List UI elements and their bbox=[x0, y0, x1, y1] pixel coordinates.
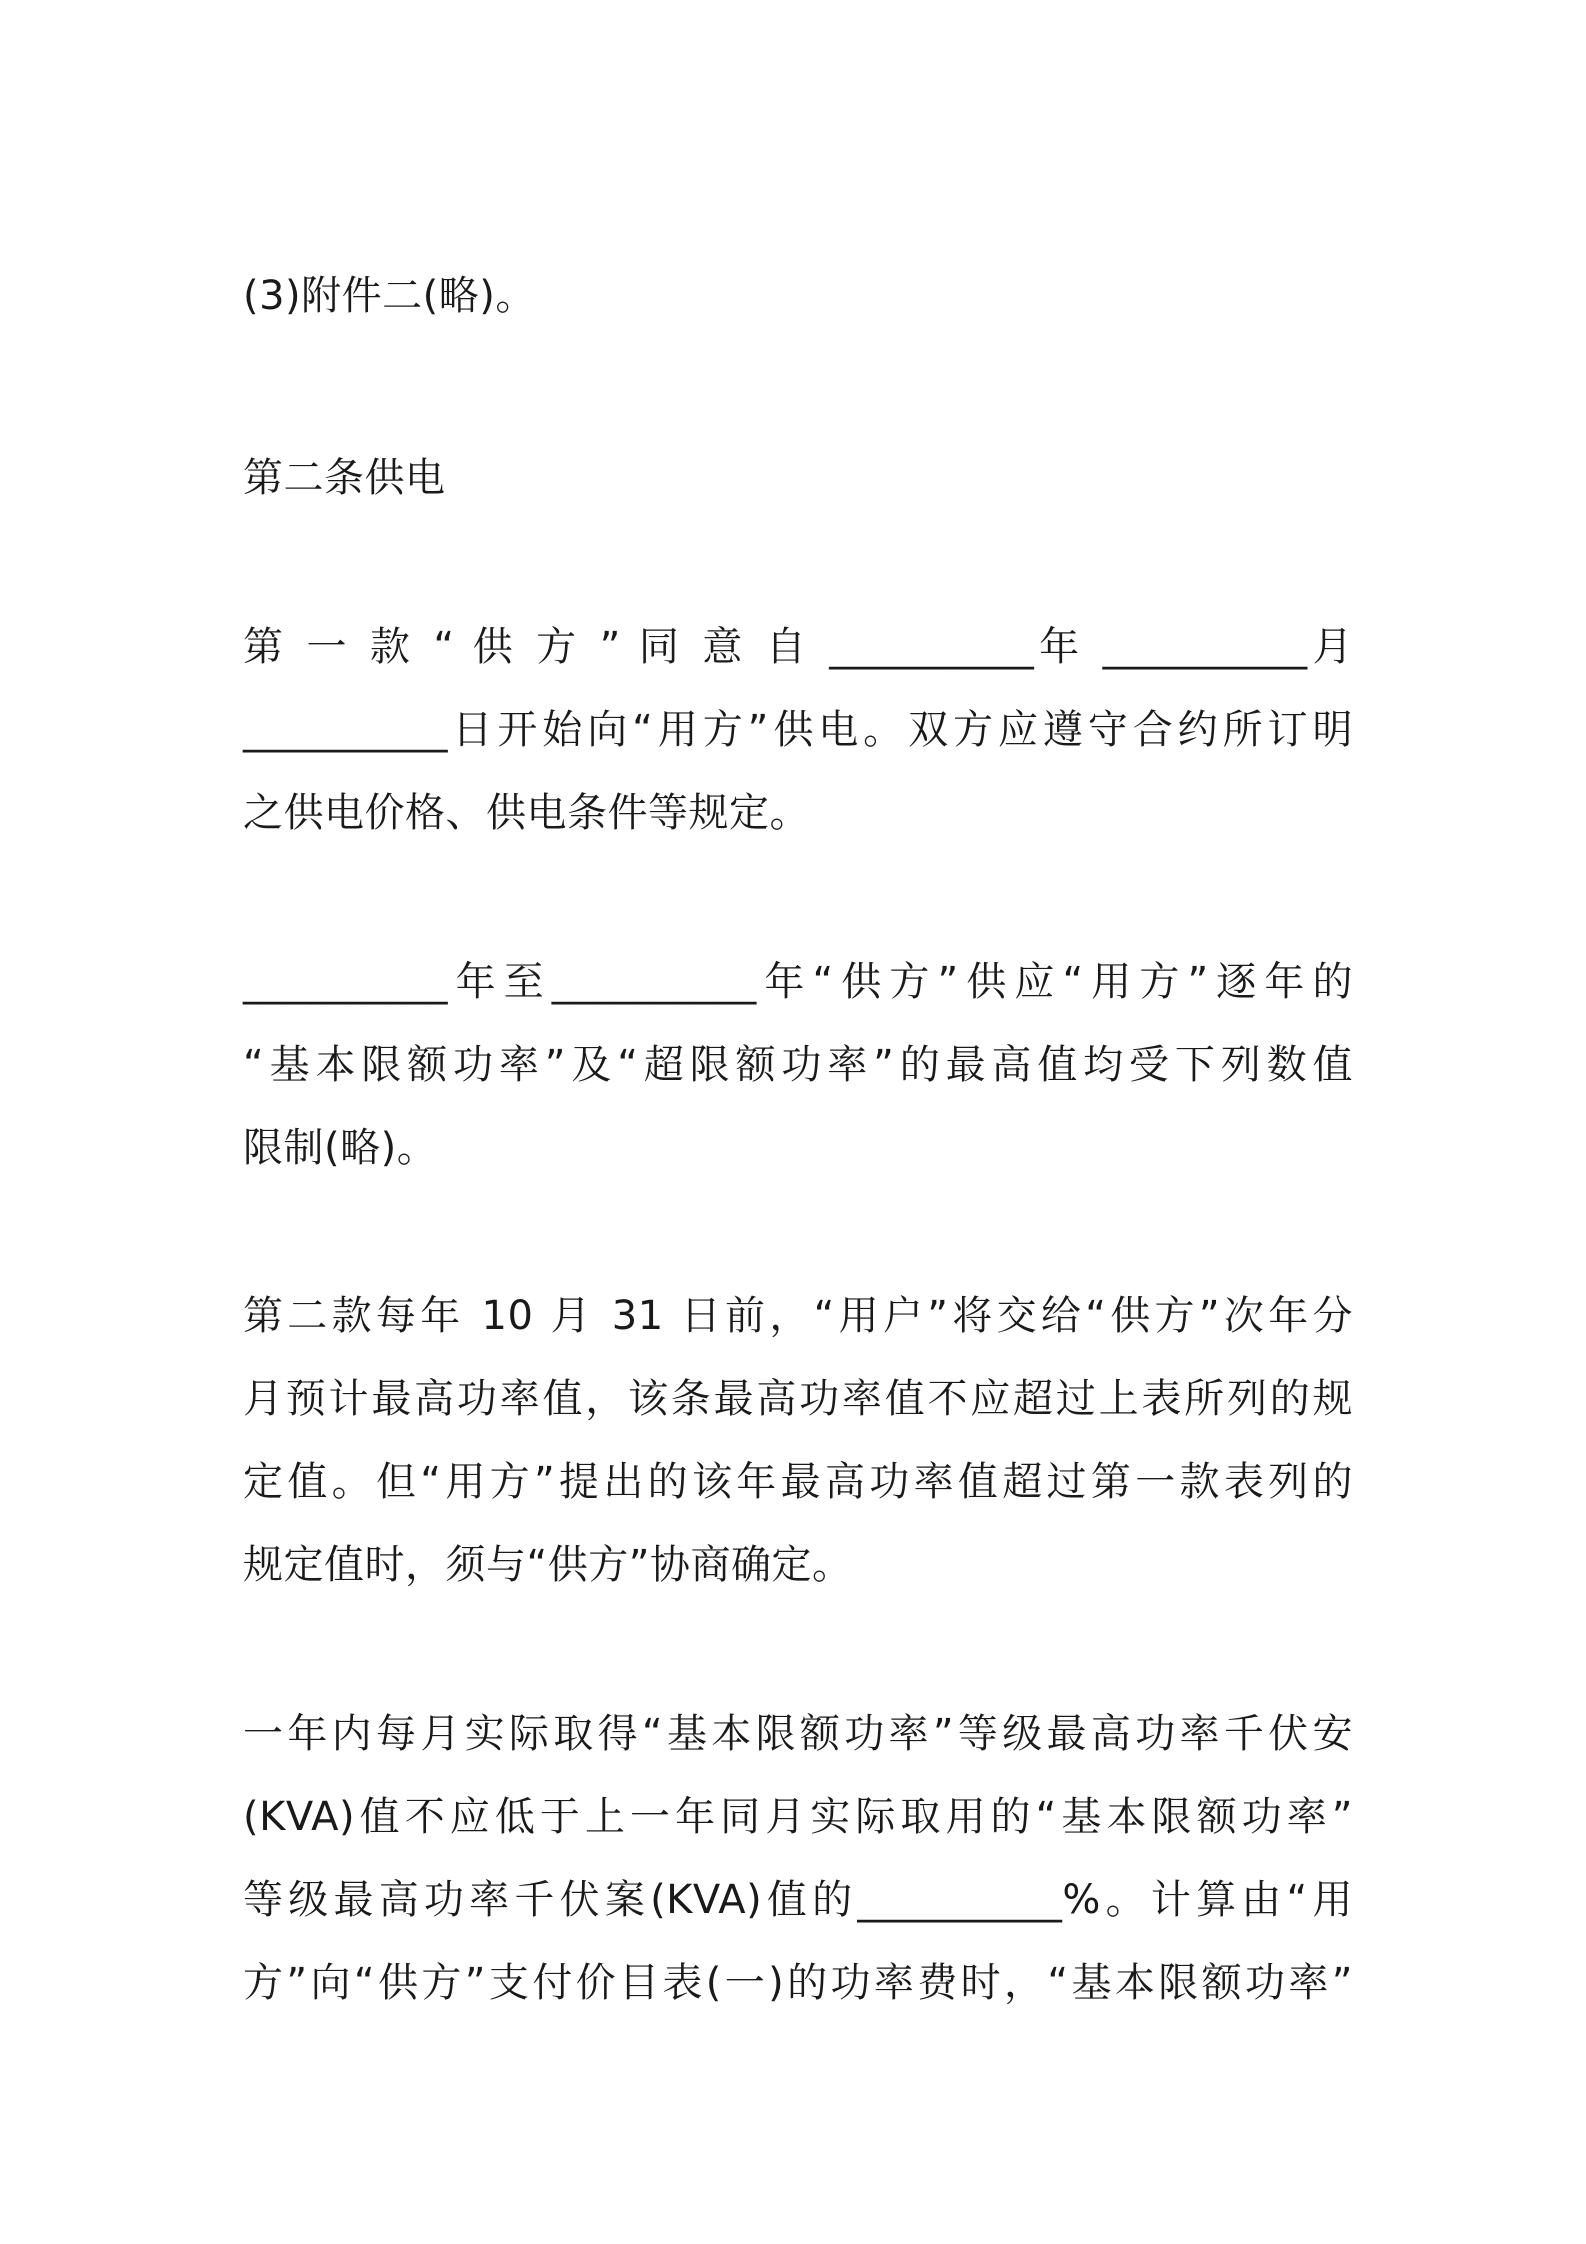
text-line: 方”向“供方”支付价目表(一)的功率费时，“基本限额功率” bbox=[243, 1960, 1353, 2006]
text-line: 限制(略)。 bbox=[243, 1125, 438, 1171]
text-line: 月预计最高功率值，该条最高功率值不应超过上表所列的规 bbox=[243, 1376, 1353, 1422]
text-line: 第 一 款 “ 供 方 ” 同 意 自 __________年 __________月 bbox=[243, 624, 1353, 670]
text-line: 第二款每年 10 月 31 日前，“用户”将交给“供方”次年分 bbox=[243, 1293, 1353, 1339]
text-line: 第二条供电 bbox=[243, 455, 446, 501]
text-line: __________年至__________年“供方”供应“用方”逐年的 bbox=[243, 959, 1353, 1005]
text-line: 规定值时，须与“供方”协商确定。 bbox=[243, 1542, 853, 1588]
text-line: 等级最高功率千伏案(KVA)值的__________%。计算由“用 bbox=[243, 1877, 1353, 1923]
text-line: 定值。但“用方”提出的该年最高功率值超过第一款表列的 bbox=[243, 1459, 1353, 1505]
paragraph-clause-two bbox=[243, 1275, 1353, 1607]
text-line: __________日开始向“用方”供电。双方应遵守合约所订明 bbox=[243, 707, 1353, 753]
paragraph-monthly-minimum bbox=[243, 1693, 1353, 2025]
section-heading-power-supply bbox=[243, 437, 1353, 520]
text-line: (3)附件二(略)。 bbox=[243, 273, 536, 319]
paragraph-attachment-two bbox=[243, 255, 1353, 338]
text-line: 之供电价格、供电条件等规定。 bbox=[243, 790, 810, 836]
paragraph-annual-limit bbox=[243, 941, 1353, 1190]
text-line: (KVA)值不应低于上一年同月实际取用的“基本限额功率” bbox=[243, 1794, 1353, 1840]
text-line: “基本限额功率”及“超限额功率”的最高值均受下列数值 bbox=[243, 1042, 1353, 1088]
paragraph-clause-one bbox=[243, 606, 1353, 855]
text-line: 一年内每月实际取得“基本限额功率”等级最高功率千伏安 bbox=[243, 1711, 1353, 1757]
